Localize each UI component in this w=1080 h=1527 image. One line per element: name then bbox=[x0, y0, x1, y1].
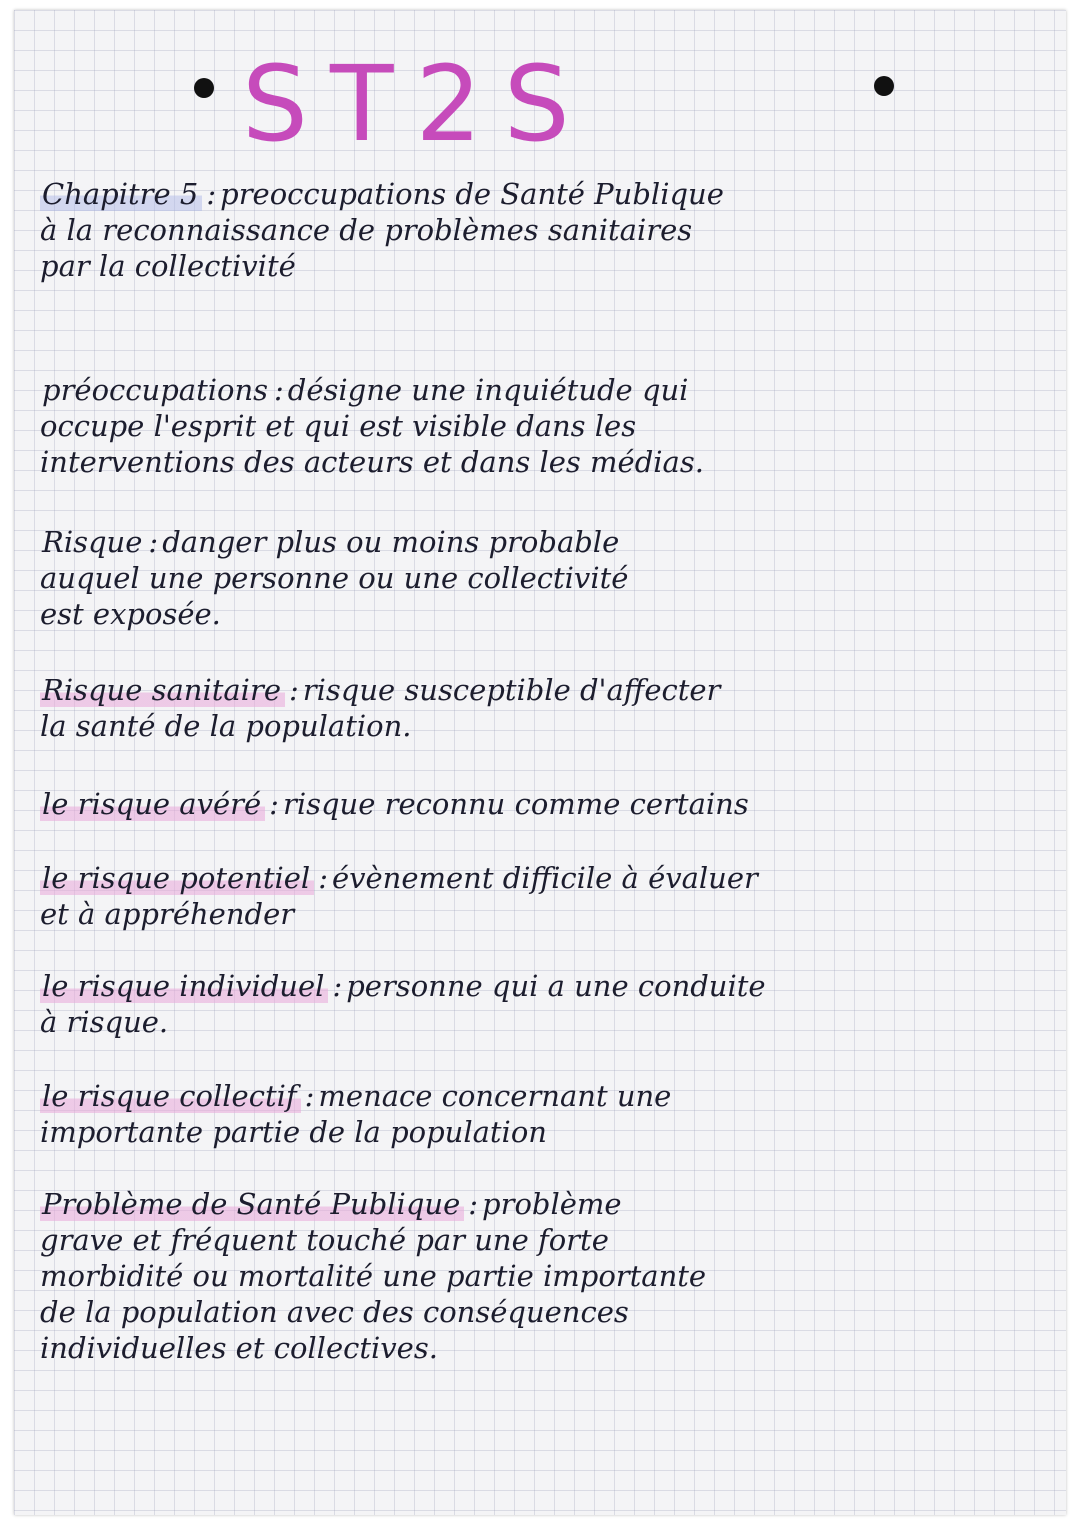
chapter-line-2: à la reconnaissance de problèmes sanitaires bbox=[40, 213, 693, 247]
definition-text: désigne une inquiétude qui bbox=[287, 373, 689, 407]
definition-text: risque reconnu comme certains bbox=[282, 787, 749, 821]
definition-term: le risque potentiel bbox=[40, 861, 314, 895]
definition-term: Risque sanitaire bbox=[40, 673, 285, 707]
definition-text: importante partie de la population bbox=[40, 1115, 547, 1149]
title-row bbox=[14, 44, 1066, 164]
definition-separator: : bbox=[148, 525, 159, 559]
definition-separator: : bbox=[288, 673, 299, 707]
definition-separator: : bbox=[304, 1079, 315, 1113]
definition-term: Problème de Santé Publique bbox=[40, 1187, 464, 1221]
definition-separator: : bbox=[274, 373, 284, 407]
definition-text: de la population avec des conséquences bbox=[40, 1295, 629, 1329]
definition-term: le risque avéré bbox=[40, 787, 265, 821]
chapter-label: Chapitre 5 bbox=[40, 177, 202, 211]
bullet-left bbox=[194, 78, 214, 98]
definition-text: risque susceptible d'affecter bbox=[302, 673, 721, 707]
chapter-heading bbox=[40, 176, 1060, 284]
definition-term: le risque collectif bbox=[40, 1079, 301, 1113]
definition-probleme-sante-publique bbox=[40, 1186, 1060, 1366]
definition-text: auquel une personne ou une collectivité bbox=[40, 561, 629, 595]
definition-term: Risque bbox=[42, 525, 143, 559]
definition-text: évènement difficile à évaluer bbox=[331, 861, 758, 895]
definition-text: interventions des acteurs et dans les médias. bbox=[40, 445, 704, 479]
definition-risque-individuel bbox=[40, 968, 1060, 1040]
definition-text: et à appréhender bbox=[40, 897, 295, 931]
definition-text: individuelles et collectives. bbox=[40, 1331, 438, 1365]
definition-risque-potentiel bbox=[40, 860, 1060, 932]
page-title: ST2S bbox=[242, 43, 592, 165]
definition-text: personne qui a une conduite bbox=[346, 969, 766, 1003]
definition-text: danger plus ou moins probable bbox=[162, 525, 620, 559]
definition-preoccupations bbox=[40, 372, 1060, 480]
definition-separator: : bbox=[468, 1187, 479, 1221]
chapter-separator: : bbox=[206, 177, 217, 211]
definition-risque-sanitaire bbox=[40, 672, 1060, 744]
chapter-line-1: preoccupations de Santé Publique bbox=[220, 177, 724, 211]
definition-separator: : bbox=[318, 861, 328, 895]
bullet-right bbox=[874, 76, 894, 96]
definition-text: problème bbox=[482, 1187, 622, 1221]
definition-separator: : bbox=[332, 969, 343, 1003]
definition-text: morbidité ou mortalité une partie importante bbox=[40, 1259, 707, 1293]
definition-risque bbox=[40, 524, 1060, 632]
definition-term: le risque individuel bbox=[40, 969, 328, 1003]
definition-separator: : bbox=[269, 787, 279, 821]
definition-text: menace concernant une bbox=[318, 1079, 672, 1113]
definition-text: occupe l'esprit et qui est visible dans les bbox=[40, 409, 637, 443]
definition-risque-collectif bbox=[40, 1078, 1060, 1150]
definition-term: préoccupations bbox=[42, 373, 269, 407]
chapter-line-3: par la collectivité bbox=[40, 249, 296, 283]
definition-text: grave et fréquent touché par une forte bbox=[40, 1223, 609, 1257]
notebook-page bbox=[14, 10, 1066, 1515]
definition-text: la santé de la population. bbox=[40, 709, 412, 743]
definition-text: à risque. bbox=[40, 1005, 169, 1039]
definition-text: est exposée. bbox=[40, 597, 221, 631]
definition-risque-avere bbox=[40, 786, 1060, 822]
